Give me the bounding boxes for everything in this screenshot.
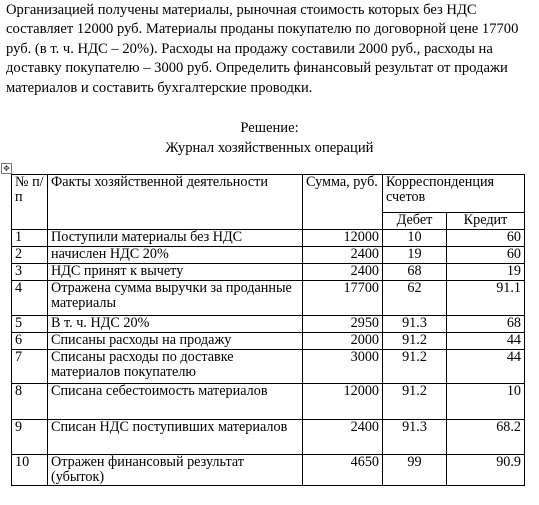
cell-no: 5 (12, 316, 48, 333)
cell-sum: 3000 (303, 350, 383, 384)
cell-fact: начислен НДС 20% (48, 247, 303, 264)
cell-fact: В т. ч. НДС 20% (48, 316, 303, 333)
cell-debit: 68 (383, 264, 447, 281)
cell-debit: 91.2 (383, 333, 447, 350)
cell-no: 6 (12, 333, 48, 350)
cell-fact: Списана себестоимость материалов (48, 384, 303, 420)
cell-credit: 44 (447, 333, 525, 350)
cell-credit: 91.1 (447, 281, 525, 316)
cell-fact: Списаны расходы на продажу (48, 333, 303, 350)
cell-fact: Списан НДС поступивших материалов (48, 420, 303, 455)
table-row (12, 333, 525, 350)
cell-credit: 19 (447, 264, 525, 281)
table-move-handle-icon[interactable]: ✥ (1, 163, 12, 174)
cell-debit: 91.3 (383, 420, 447, 455)
table-row (12, 384, 525, 420)
cell-no: 4 (12, 281, 48, 316)
cell-credit: 68 (447, 316, 525, 333)
cell-sum: 2000 (303, 333, 383, 350)
cell-debit: 10 (383, 230, 447, 247)
cell-sum: 12000 (303, 230, 383, 247)
cell-no: 9 (12, 420, 48, 455)
cell-credit: 44 (447, 350, 525, 384)
cell-sum: 2400 (303, 420, 383, 455)
cell-no: 1 (12, 230, 48, 247)
table-row (12, 281, 525, 316)
header-credit: Кредит (447, 213, 525, 230)
table-row (12, 316, 525, 333)
table-row (12, 455, 525, 486)
table-row (12, 264, 525, 281)
cell-no: 10 (12, 455, 48, 486)
cell-no: 8 (12, 384, 48, 420)
cell-credit: 10 (447, 384, 525, 420)
header-correspondence: Корреспонденция счетов (383, 175, 525, 213)
table-row (12, 420, 525, 455)
header-fact: Факты хозяйственной деятельности (48, 175, 303, 230)
cell-credit: 90.9 (447, 455, 525, 486)
cell-sum: 2400 (303, 247, 383, 264)
cell-sum: 4650 (303, 455, 383, 486)
cell-fact: Отражен финансовый результат (убыток) (48, 455, 303, 486)
header-sum: Сумма, руб. (303, 175, 383, 230)
cell-sum: 2950 (303, 316, 383, 333)
header-debit: Дебет (383, 213, 447, 230)
table-row (12, 350, 525, 384)
table-header-row (12, 175, 525, 213)
cell-no: 3 (12, 264, 48, 281)
cell-debit: 91.2 (383, 350, 447, 384)
solution-label: Решение: (240, 120, 299, 136)
cell-debit: 19 (383, 247, 447, 264)
journal-table (11, 174, 525, 486)
cell-debit: 99 (383, 455, 447, 486)
cell-fact: Отражена сумма выручки за проданные материалы (48, 281, 303, 316)
problem-statement: Организацией получены материалы, рыночная стоимость которых без НДС составляет 12000 руб. Материалы проданы покупателю по договорной цене 17700 руб. (в т. ч. НДС – 20%). Расходы на продажу составили 2000 руб., расходы на доставку покупателю – 3000 руб. Определить финансовый результат от продажи материалов и составить бухгалтерские проводки. (6, 2, 519, 96)
cell-fact: Поступили материалы без НДС (48, 230, 303, 247)
journal-title: Журнал хозяйственных операций (165, 140, 374, 156)
cell-sum: 2400 (303, 264, 383, 281)
table-row (12, 247, 525, 264)
cell-debit: 62 (383, 281, 447, 316)
cell-debit: 91.2 (383, 384, 447, 420)
table-row (12, 230, 525, 247)
header-no: № п/п (12, 175, 48, 230)
cell-no: 7 (12, 350, 48, 384)
cell-sum: 17700 (303, 281, 383, 316)
cell-credit: 60 (447, 230, 525, 247)
cell-debit: 91.3 (383, 316, 447, 333)
cell-credit: 68.2 (447, 420, 525, 455)
cell-credit: 60 (447, 247, 525, 264)
cell-no: 2 (12, 247, 48, 264)
cell-sum: 12000 (303, 384, 383, 420)
cell-fact: Списаны расходы по доставке материалов покупателю (48, 350, 303, 384)
cell-fact: НДС принят к вычету (48, 264, 303, 281)
